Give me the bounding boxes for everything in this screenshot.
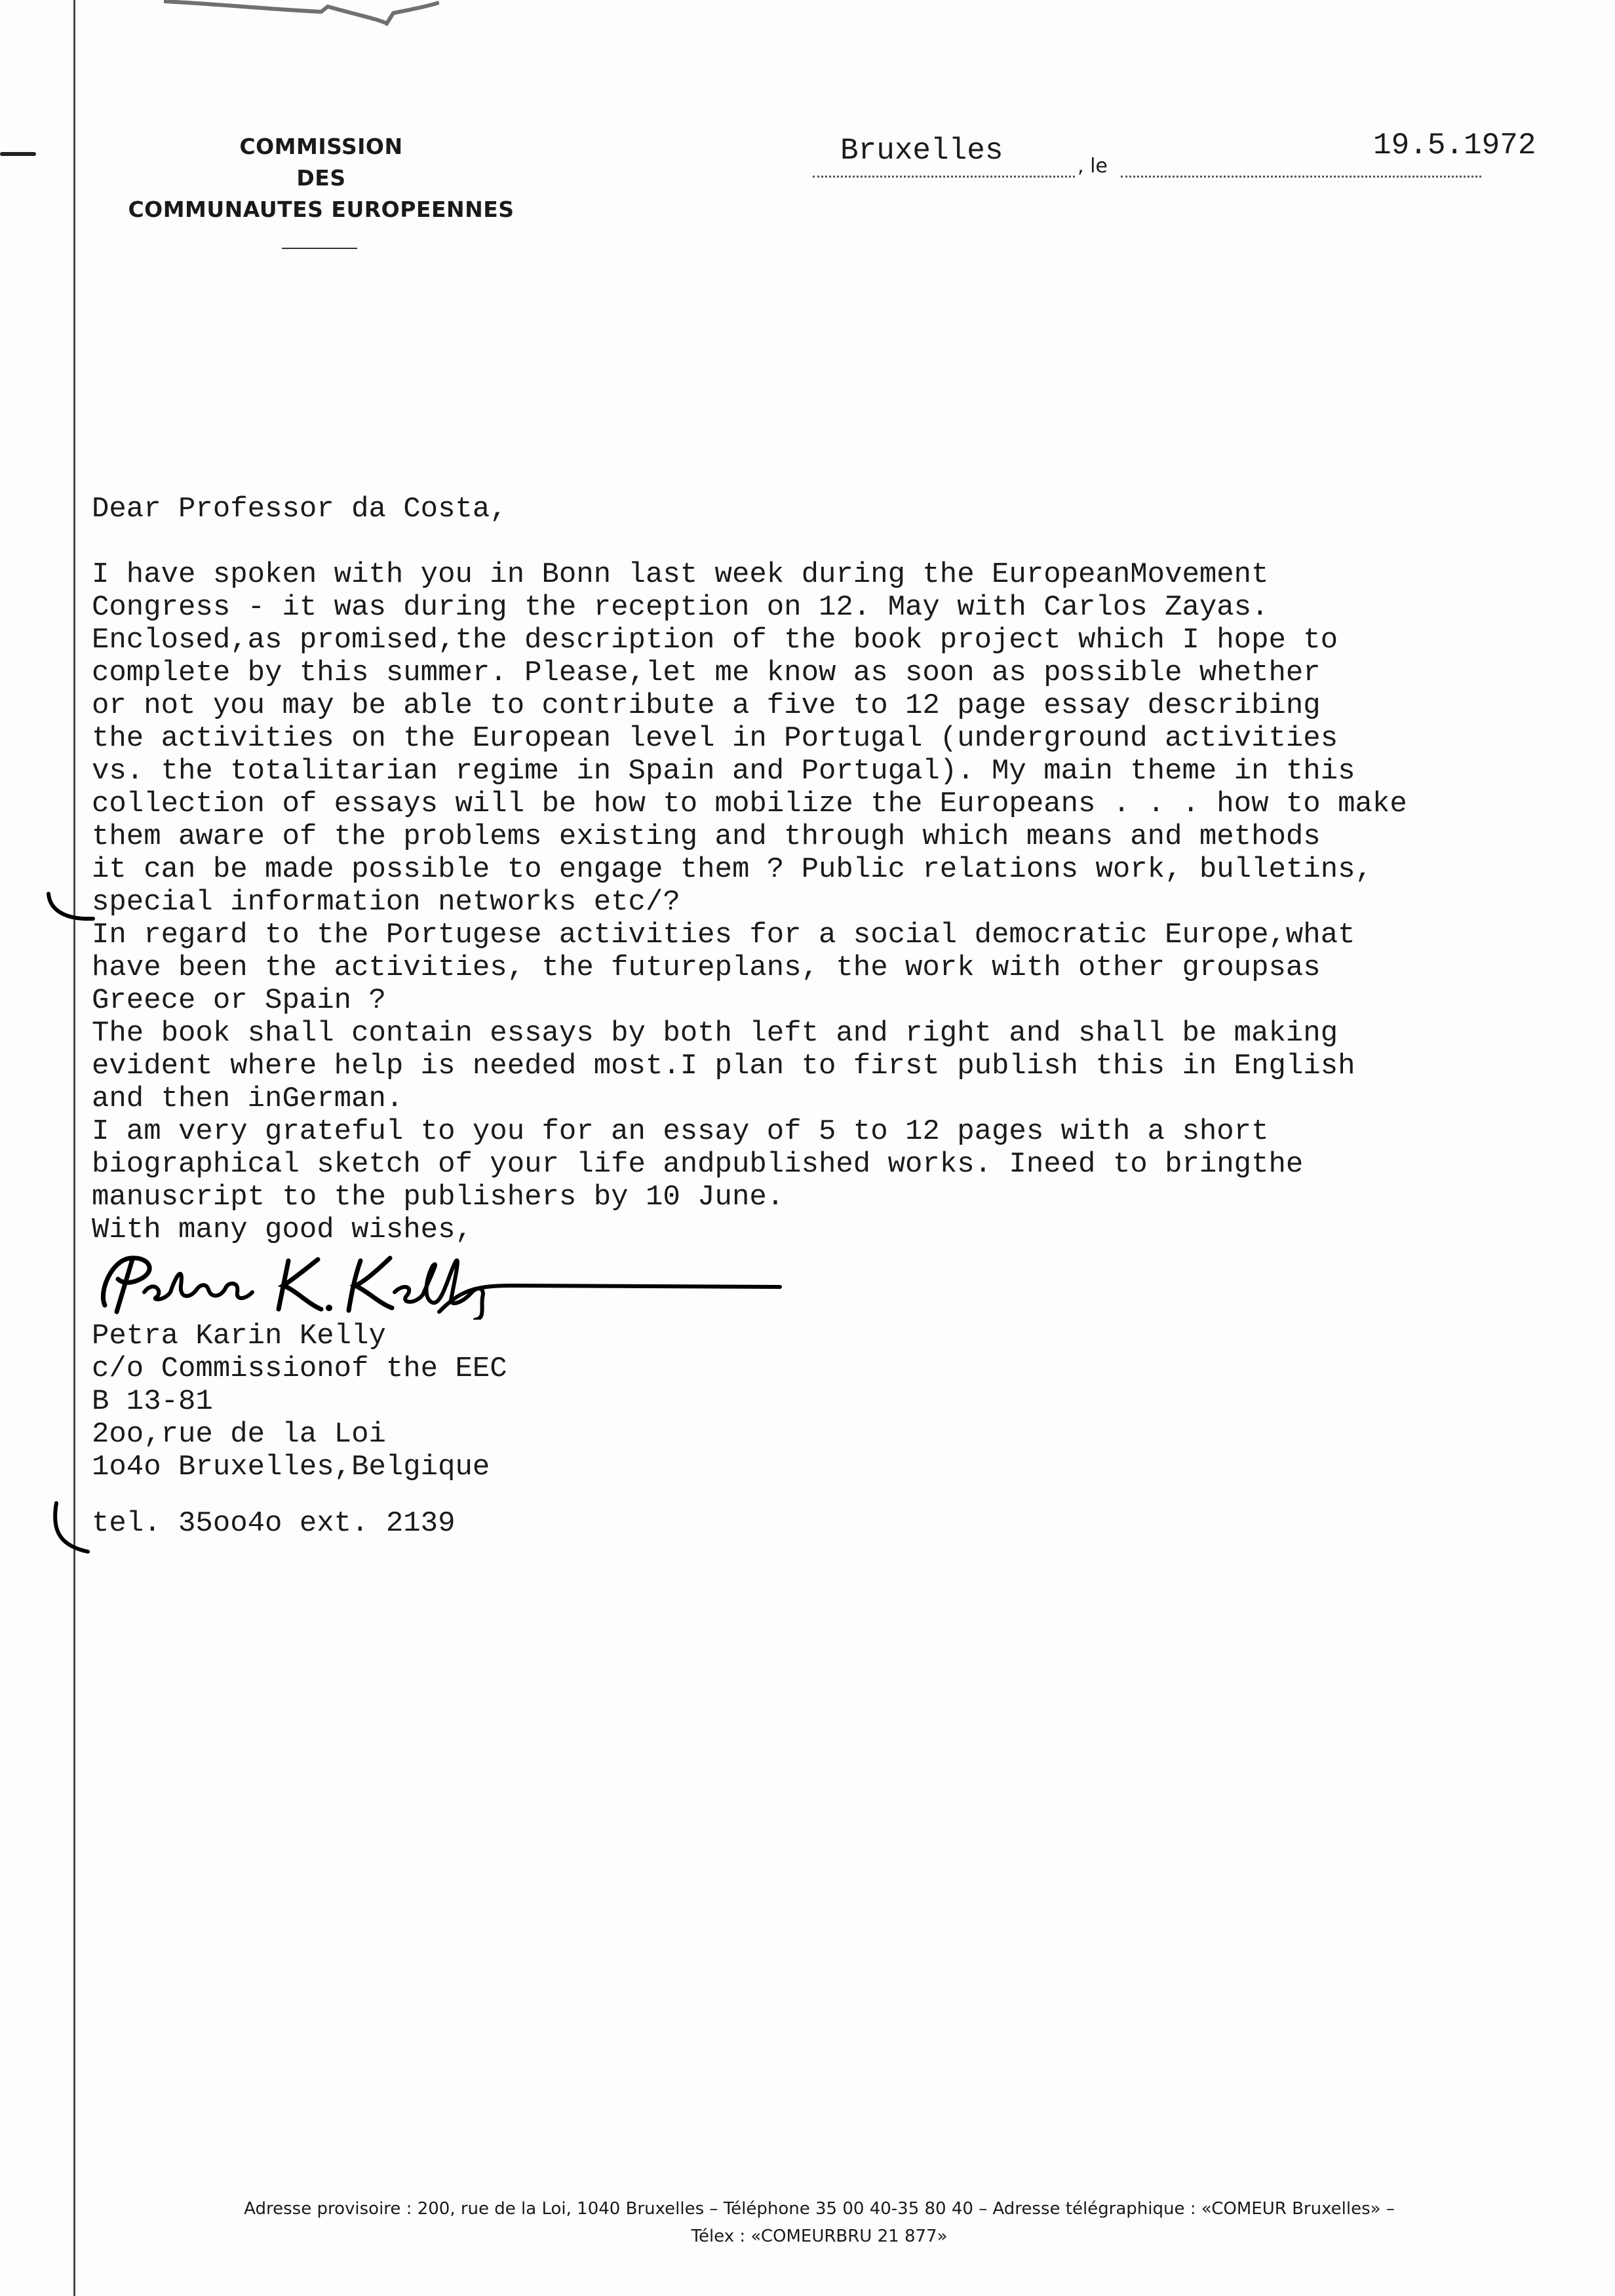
body-line: the activities on the European level in Portugal (underground activities	[92, 722, 1338, 755]
place-field	[813, 131, 1075, 178]
body-line: I am very grateful to you for an essay of 5 to 12 pages with a short	[92, 1115, 1269, 1148]
sender-block	[92, 1320, 1612, 1540]
closing: With many good wishes,	[92, 1214, 473, 1246]
signature-underline	[433, 1279, 787, 1318]
scan-smudge	[164, 0, 439, 26]
body-line: Congress - it was during the reception on 12. May with Carlos Zayas.	[92, 591, 1269, 624]
body-line: manuscript to the publishers by 10 June.	[92, 1181, 785, 1214]
body-line: special information networks etc/?	[92, 886, 680, 919]
sender-name: Petra Karin Kelly	[92, 1320, 386, 1352]
body-line: vs. the totalitarian regime in Spain and Portugal). My main theme in this	[92, 755, 1355, 788]
letterhead	[98, 131, 544, 225]
body-line: or not you may be able to contribute a five to 12 page essay describing	[92, 689, 1321, 722]
body-line: evident where help is needed most.I plan to first publish this in English	[92, 1050, 1355, 1082]
body-line: The book shall contain essays by both left and right and shall be making	[92, 1017, 1338, 1050]
dateline	[813, 128, 1536, 183]
letterhead-line-1: COMMISSION	[239, 134, 403, 159]
body-line: In regard to the Portugese activities for a social democratic Europe,what	[92, 919, 1355, 951]
body-line: biographical sketch of your life andpublished works. Ineed to bringthe	[92, 1148, 1304, 1181]
body-paragraph	[92, 558, 1612, 1214]
sender-address-line: B 13-81	[92, 1385, 213, 1418]
letterhead-footer	[98, 2195, 1540, 2250]
sender-address-line: 2oo,rue de la Loi	[92, 1418, 386, 1451]
margin-bracket-mark	[45, 890, 97, 929]
body-line: it can be made possible to engage them ? Public relations work, bulletins,	[92, 853, 1372, 886]
salutation: Dear Professor da Costa,	[92, 493, 507, 526]
footer-telex-line: Télex : «COMEURBRU 21 877»	[691, 2227, 948, 2246]
dateline-connector: , le	[1078, 155, 1108, 178]
sender-telephone: tel. 35oo4o ext. 2139	[92, 1507, 456, 1540]
letterhead-line-2: DES	[296, 165, 346, 191]
body-line: collection of essays will be how to mobilize the Europeans . . . how to make	[92, 788, 1407, 820]
letterhead-line-3: COMMUNAUTES EUROPEENNES	[128, 197, 515, 222]
body-line: complete by this summer. Please,let me know as soon as possible whether	[92, 657, 1321, 689]
margin-bracket-mark	[49, 1501, 101, 1559]
letter-body	[92, 493, 1612, 1540]
letterhead-divider	[282, 248, 357, 249]
body-line: Greece or Spain ?	[92, 984, 386, 1017]
scan-edge-tick	[0, 152, 36, 156]
scan-edge-line	[73, 0, 75, 2296]
body-line: I have spoken with you in Bonn last week during the EuropeanMovement	[92, 558, 1269, 591]
footer-address-line: Adresse provisoire : 200, rue de la Loi, 1040 Bruxelles – Téléphone 35 00 40-35 80 40 – Adresse télégraphique : «COMEUR Bruxelles» –	[244, 2199, 1395, 2219]
date-field	[1121, 128, 1536, 178]
body-line: have been the activities, the futureplans, the work with other groupsas	[92, 951, 1321, 984]
sender-address-line: 1o4o Bruxelles,Belgique	[92, 1451, 490, 1483]
body-line: them aware of the problems existing and through which means and methods	[92, 820, 1321, 853]
body-line: and then inGerman.	[92, 1082, 404, 1115]
place-value: Bruxelles	[840, 134, 1003, 168]
sender-address-line: c/o Commissionof the EEC	[92, 1352, 507, 1385]
date-value: 19.5.1972	[1373, 128, 1536, 163]
body-line: Enclosed,as promised,the description of the book project which I hope to	[92, 624, 1338, 657]
